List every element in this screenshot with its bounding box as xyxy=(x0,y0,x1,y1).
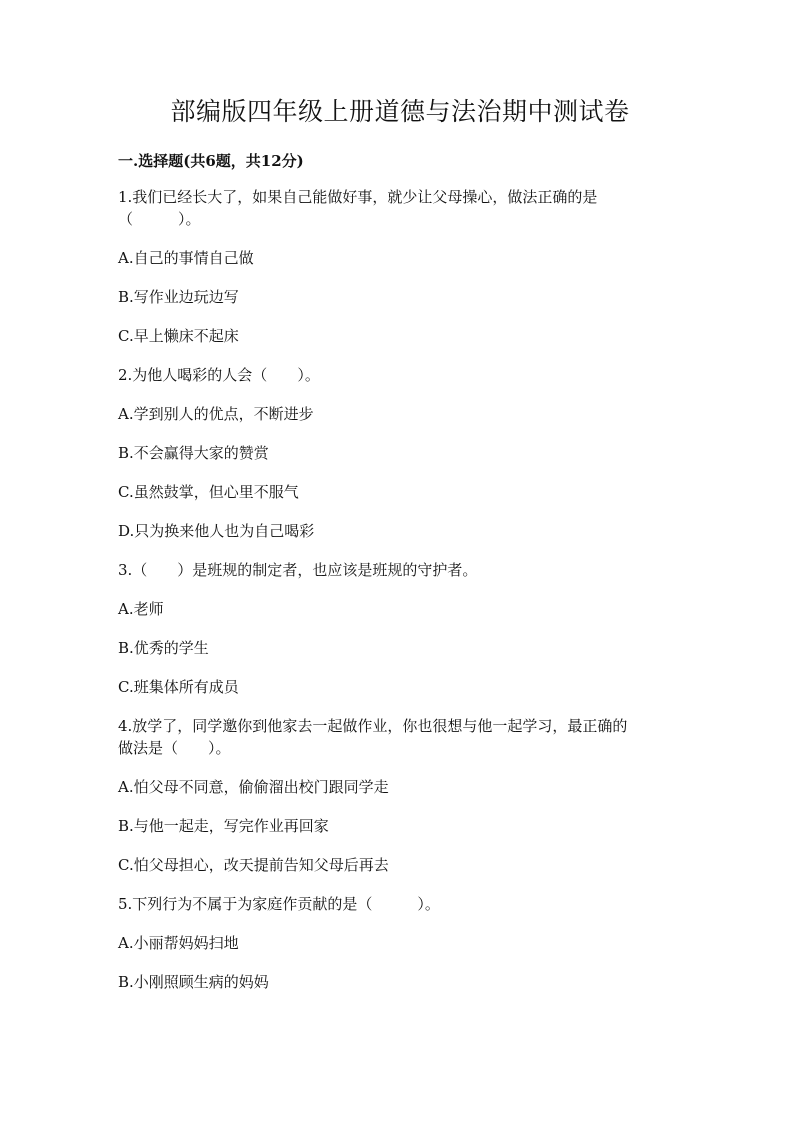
page-title: 部编版四年级上册道德与法治期中测试卷 xyxy=(170,97,630,126)
question-text xyxy=(118,893,678,915)
option-item: A.小丽帮妈妈扫地 xyxy=(118,934,239,952)
question-block xyxy=(118,364,678,542)
question-text xyxy=(118,364,678,386)
question-line: 2.为他人喝彩的人会（ ）。 xyxy=(118,366,320,384)
option-item: B.小刚照顾生病的妈妈 xyxy=(118,973,269,991)
question-line: 3.（ ）是班规的制定者，也应该是班规的守护者。 xyxy=(118,561,478,579)
question-list xyxy=(118,186,678,1010)
question-block xyxy=(118,893,678,993)
option-item: C.班集体所有成员 xyxy=(118,678,239,696)
option-item: B.不会赢得大家的赞赏 xyxy=(118,444,269,462)
question-line-2: （ ）。 xyxy=(118,210,201,228)
option-item: A.老师 xyxy=(118,600,164,618)
option-item: B.与他一起走，写完作业再回家 xyxy=(118,817,329,835)
option-item: C.虽然鼓掌，但心里不服气 xyxy=(118,483,299,501)
option-item: D.只为换来他人也为自己喝彩 xyxy=(118,522,315,540)
option-item: C.早上懒床不起床 xyxy=(118,327,239,345)
question-line: 4.放学了，同学邀你到他家去一起做作业，你也很想与他一起学习，最正确的 xyxy=(118,717,628,735)
question-block xyxy=(118,715,678,876)
question-line: 5.下列行为不属于为家庭作贡献的是（ ）。 xyxy=(118,895,440,913)
section-heading: 一.选择题(共6题，共12分) xyxy=(118,152,304,170)
question-text xyxy=(118,559,678,581)
option-item: B.优秀的学生 xyxy=(118,639,209,657)
question-line-2: 做法是（ ）。 xyxy=(118,739,231,757)
question-block xyxy=(118,186,678,347)
option-item: B.写作业边玩边写 xyxy=(118,288,239,306)
option-item: A.学到别人的优点，不断进步 xyxy=(118,405,314,423)
question-block xyxy=(118,559,678,698)
question-line: 1.我们已经长大了，如果自己能做好事，就少让父母操心，做法正确的是 xyxy=(118,188,598,206)
option-item: A.自己的事情自己做 xyxy=(118,249,254,267)
question-text xyxy=(118,715,678,759)
option-item: A.怕父母不同意，偷偷溜出校门跟同学走 xyxy=(118,778,389,796)
option-item: C.怕父母担心，改天提前告知父母后再去 xyxy=(118,856,389,874)
question-text xyxy=(118,186,678,230)
